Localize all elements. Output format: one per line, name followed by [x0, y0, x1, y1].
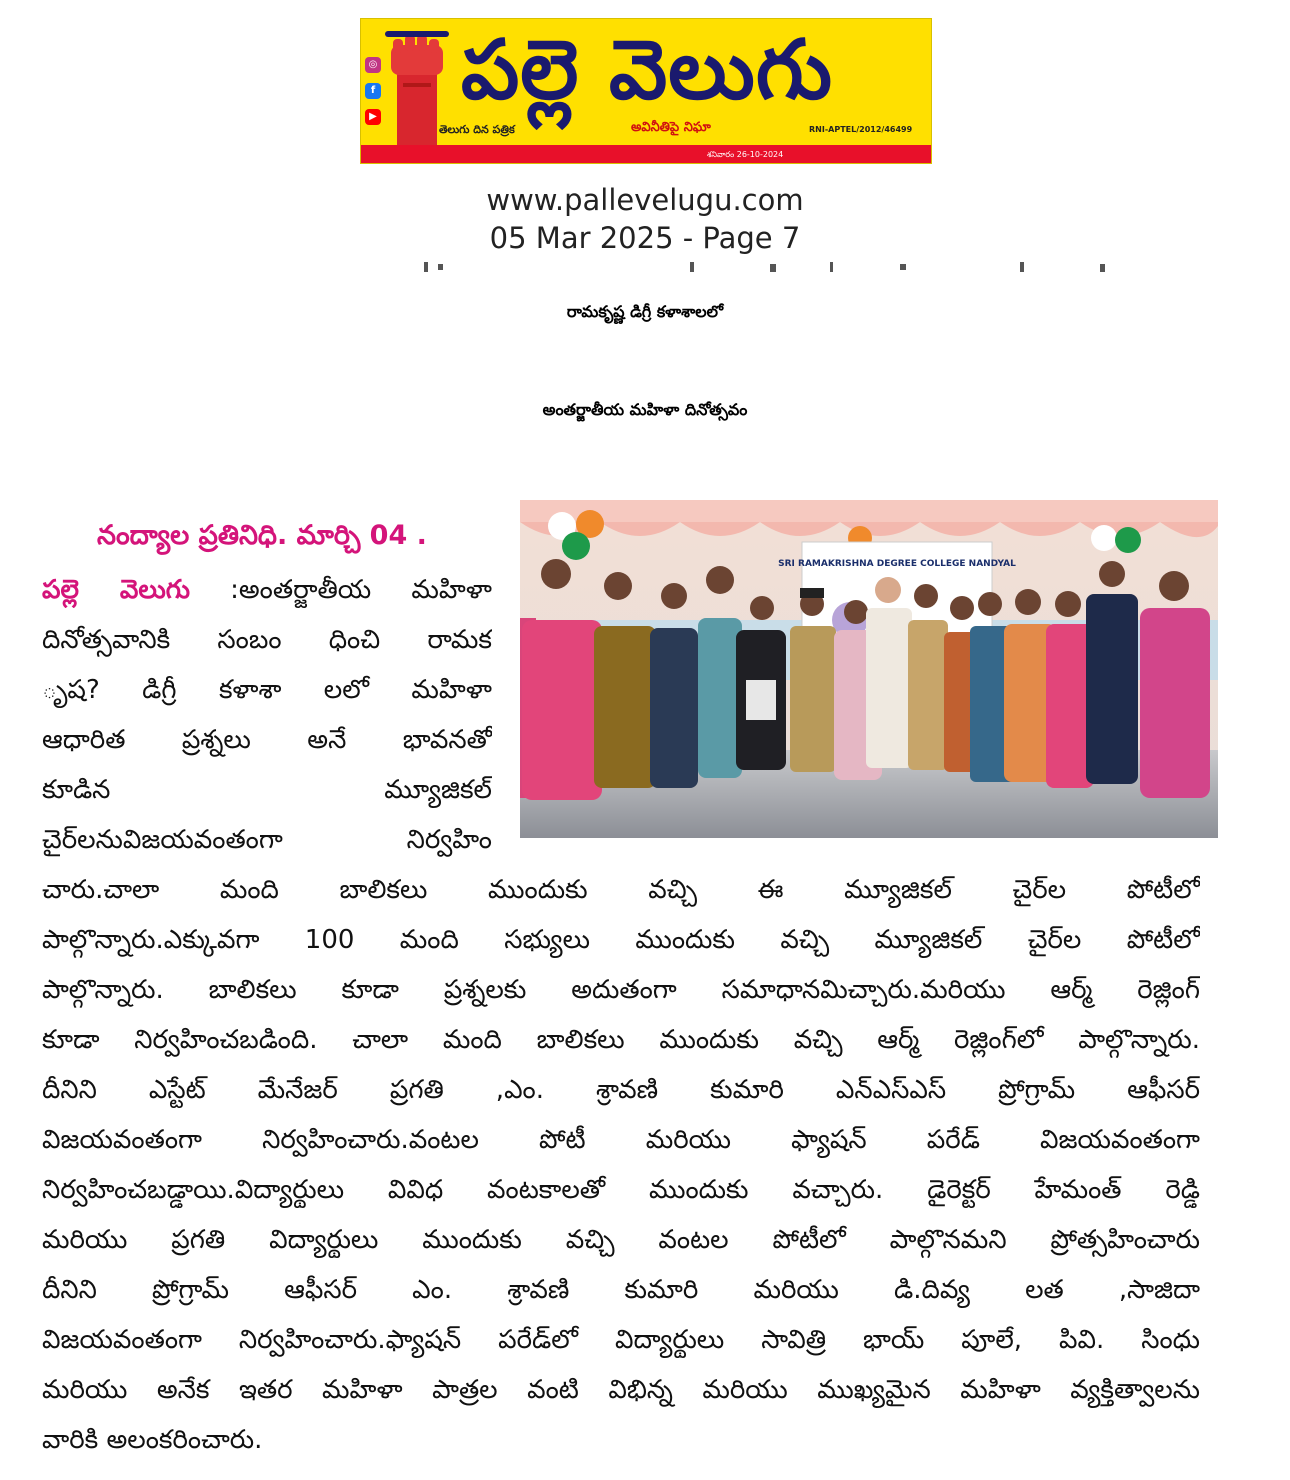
- article-line: పాల్గొన్నారు.ఎక్కువగా 100 మంది సభ్యులు ముందుకు వచ్చి మ్యూజికల్ చైర్‌ల పోటీలో: [42, 925, 1200, 955]
- source-label: పల్లె వెలుగు: [42, 575, 190, 605]
- article-line: నిర్వహించబడ్డాయి.విద్యార్థులు వివిధ వంటకాలతో ముందుకు వచ్చారు. డైరెక్టర్ హేమంత్ రెడ్డి: [42, 1175, 1200, 1205]
- photo-banner-text: SRI RAMAKRISHNA DEGREE COLLEGE NANDYAL: [778, 559, 1016, 569]
- article-line: విజయవంతంగా నిర్వహించారు.వంటల పోటీ మరియు ఫ్యాషన్ పరేడ్ విజయవంతంగా: [42, 1125, 1200, 1155]
- article-line: దినోత్సవానికి సంబం ధించి రామక: [42, 625, 492, 655]
- article-line: కూడా నిర్వహించబడింది. చాలా మంది బాలికలు ముందుకు వచ్చి ఆర్మ్ రెజ్లింగ్‌లో పాల్గొన్నారు.: [42, 1025, 1200, 1055]
- article-line: దీనిని ఎస్టేట్ మేనేజర్ ప్రగతి ,ఎం. శ్రావణి కుమారి ఎన్ఎస్ఎస్ ప్రోగ్రామ్ ఆఫీసర్: [42, 1075, 1200, 1105]
- article-line: [42, 572, 492, 608]
- masthead-info-strip: [361, 145, 931, 164]
- event-group-photo: [520, 500, 1218, 838]
- article-line: చైర్‌లనువిజయవంతంగా నిర్వహిం: [42, 825, 492, 855]
- article-line: ృష? డిగ్రీ కళాశా లలో మహిళా: [42, 675, 492, 705]
- article-line: చారు.చాలా మంది బాలికలు ముందుకు వచ్చి ఈ మ్యూజికల్ చైర్‌ల పోటీలో: [42, 875, 1200, 905]
- facebook-icon: f: [365, 83, 381, 99]
- site-url[interactable]: www.pallevelugu.com: [486, 183, 804, 217]
- article-headline-line-1: రామకృష్ణ డిగ్రీ కళాశాలలో: [566, 302, 724, 321]
- article-line: మరియు అనేక ఇతర మహిళా పాత్రల వంటి విభిన్న మరియు ముఖ్యమైన మహిళా వ్యక్తిత్వాలను: [42, 1375, 1200, 1405]
- article-line: పాల్గొన్నారు. బాలికలు కూడా ప్రశ్నలకు అదుతంగా సమాధానమిచ్చారు.మరియు ఆర్మ్ రెజ్లింగ్: [42, 975, 1200, 1005]
- article-line-text: :అంతర్జాతీయ మహిళా: [230, 575, 492, 605]
- edition-date-page: 05 Mar 2025 - Page 7: [489, 221, 801, 255]
- newspaper-motto: అవినీతిపై నిఘా: [631, 120, 711, 135]
- newspaper-title: పల్లె వెలుగు: [461, 23, 833, 118]
- article-headline-line-2: అంతర్జాతీయ మహిళా దినోత్సవం: [542, 400, 748, 419]
- newspaper-masthead: [360, 18, 932, 164]
- article-dateline: నంద్యాల ప్రతినిధి. మార్చి 04 .: [97, 520, 427, 551]
- article-line: దీనిని ప్రోగ్రామ్ ఆఫీసర్ ఎం. శ్రావణి కుమారి మరియు డి.దివ్య లత ,సాజిదా: [42, 1275, 1200, 1305]
- strip-date: శనివారం 26-10-2024: [707, 150, 784, 159]
- article-line: ఆధారిత ప్రశ్నలు అనే భావనతో: [42, 725, 492, 755]
- newspaper-tagline: తెలుగు దిన పత్రిక: [439, 123, 515, 136]
- social-icons: [363, 57, 383, 135]
- rni-number: RNI-APTEL/2012/46499: [809, 125, 913, 134]
- clipped-text-remnant: [40, 262, 1120, 274]
- article-line: మరియు ప్రగతి విద్యార్థులు ముందుకు వచ్చి వంటల పోటీలో పాల్గొనమని ప్రోత్సహించారు: [42, 1225, 1200, 1255]
- instagram-icon: ◎: [365, 57, 381, 73]
- article-line: వారికి అలంకరించారు.: [42, 1425, 263, 1455]
- article-line: విజయవంతంగా నిర్వహించారు.ఫ్యాషన్ పరేడ్‌లో విద్యార్థులు సావిత్రి భాయ్ పూలే, పివి. సింధు: [42, 1325, 1200, 1355]
- article-line: కూడిన మ్యూజికల్: [42, 775, 492, 805]
- youtube-icon: ▶: [365, 109, 381, 125]
